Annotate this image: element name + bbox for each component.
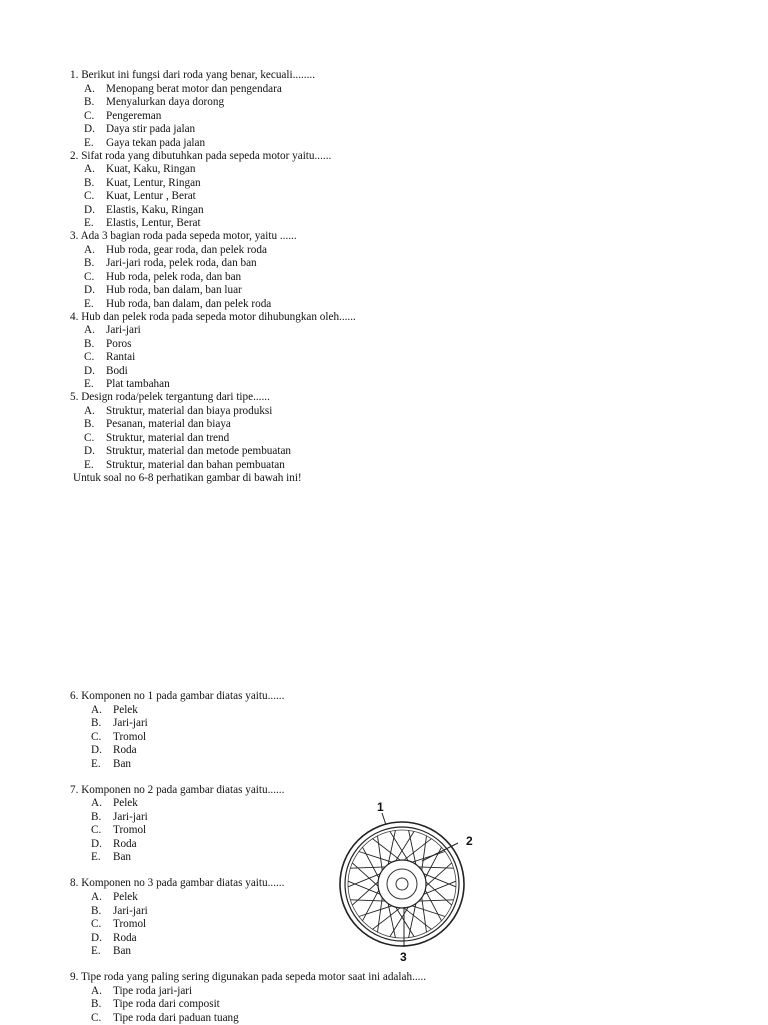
option: D. Struktur, material dan metode pembuatan xyxy=(84,445,292,457)
option: C. Hub roda, pelek roda, dan ban xyxy=(84,270,242,283)
option: A. Pelek xyxy=(91,797,138,809)
option: A. Tipe roda jari-jari xyxy=(91,984,193,997)
question-text: 4. Hub dan pelek roda pada sepeda motor dihubungkan oleh...... xyxy=(70,310,356,323)
option: B. Poros xyxy=(84,337,132,350)
option: C. Kuat, Lentur , Berat xyxy=(84,190,196,202)
option: B. Pesanan, material dan biaya xyxy=(84,418,231,430)
option: D. Roda xyxy=(91,837,137,850)
option: E. Plat tambahan xyxy=(84,378,170,390)
option: E. Ban xyxy=(91,851,132,863)
option: C. Tipe roda dari paduan tuang xyxy=(91,1011,239,1024)
option: A. Menopang berat motor dan pengendara xyxy=(84,82,282,95)
option: A. Kuat, Kaku, Ringan xyxy=(84,163,196,175)
question-text: 1. Berikut ini fungsi dari roda yang benar, kecuali........ xyxy=(70,69,315,81)
option: B. Jari-jari roda, pelek roda, dan ban xyxy=(84,257,257,269)
option: B. Tipe roda dari composit xyxy=(91,998,220,1010)
option: D. Roda xyxy=(91,744,137,756)
option: C. Rantai xyxy=(84,351,136,363)
instruction-note: Untuk soal no 6-8 perhatikan gambar di bawah ini! xyxy=(73,472,302,484)
option: A. Pelek xyxy=(91,891,138,903)
question-text: 5. Design roda/pelek tergantung dari tipe...... xyxy=(70,391,270,403)
option: E. Ban xyxy=(91,757,132,770)
figure-label-2: 2 xyxy=(466,834,473,848)
question-text: 7. Komponen no 2 pada gambar diatas yaitu...... xyxy=(70,784,285,796)
question-text: 2. Sifat roda yang dibutuhkan pada sepeda motor yaitu...... xyxy=(70,149,332,162)
option: E. Struktur, material dan bahan pembuatan xyxy=(84,458,285,471)
option: E. Elastis, Lentur, Berat xyxy=(84,217,201,229)
option: A. Hub roda, gear roda, dan pelek roda xyxy=(84,243,267,256)
option: B. Jari-jari xyxy=(91,904,148,917)
question-text: 8. Komponen no 3 pada gambar diatas yaitu...... xyxy=(70,877,285,889)
option: C. Pengereman xyxy=(84,109,162,122)
option: B. Kuat, Lentur, Ringan xyxy=(84,176,201,189)
option: D. Hub roda, ban dalam, ban luar xyxy=(84,284,242,296)
option: D. Roda xyxy=(91,931,137,944)
question-text: 3. Ada 3 bagian roda pada sepeda motor, yaitu ...... xyxy=(70,230,297,242)
question-text: 6. Komponen no 1 pada gambar diatas yaitu...... xyxy=(70,690,285,702)
option: C. Struktur, material dan trend xyxy=(84,431,230,444)
option: C. Tromol xyxy=(91,824,147,836)
option: B. Menyalurkan daya dorong xyxy=(84,96,225,108)
option: E. Gaya tekan pada jalan xyxy=(84,136,206,149)
figure-label-3: 3 xyxy=(400,950,407,964)
option: A. Pelek xyxy=(91,703,138,716)
leader-line-1 xyxy=(382,813,386,825)
wheel-diagram xyxy=(330,795,490,965)
figure-label-1: 1 xyxy=(377,800,384,814)
option: E. Ban xyxy=(91,945,132,957)
wheel-drawing xyxy=(340,813,464,947)
option: E. Hub roda, ban dalam, dan pelek roda xyxy=(84,297,272,310)
axle xyxy=(396,878,408,890)
option: C. Tromol xyxy=(91,918,147,930)
option: A. Jari-jari xyxy=(84,324,141,336)
option: D. Daya stir pada jalan xyxy=(84,123,196,135)
question-text: 9. Tipe roda yang paling sering digunakan pada sepeda motor saat ini adalah..... xyxy=(70,971,427,983)
option: B. Jari-jari xyxy=(91,717,148,729)
option: A. Struktur, material dan biaya produksi xyxy=(84,404,273,417)
option: D. Bodi xyxy=(84,364,128,377)
option: B. Jari-jari xyxy=(91,810,148,823)
option: C. Tromol xyxy=(91,730,147,743)
option: D. Elastis, Kaku, Ringan xyxy=(84,203,204,216)
